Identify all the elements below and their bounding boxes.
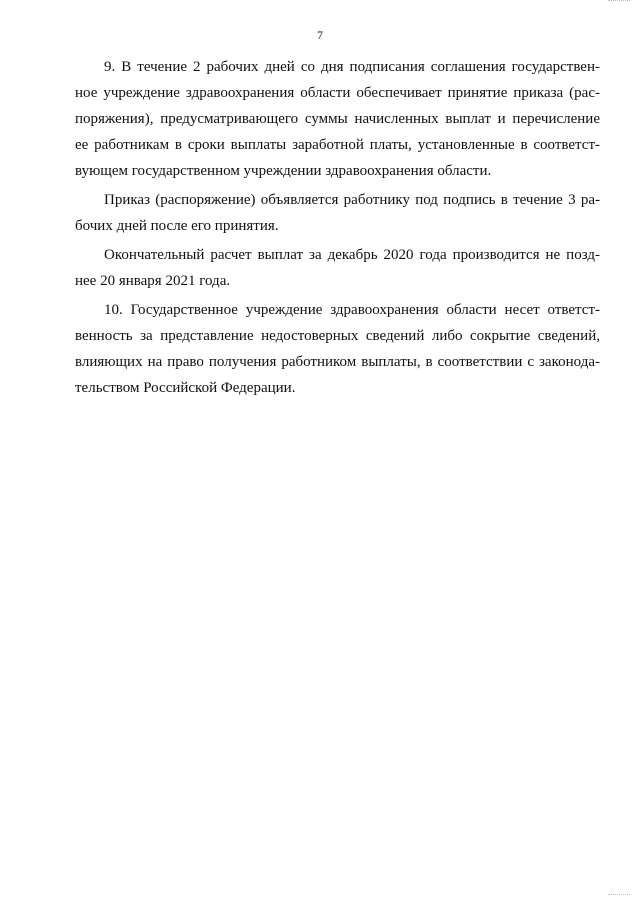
paragraph-order-announcement-line: Приказ (распоряжение) объявляется работнику под подпись в течение 3 ра- bbox=[104, 192, 600, 208]
paragraph-order-announcement-line: бочих дней после его принятия. bbox=[75, 218, 279, 234]
page-number: 7 bbox=[317, 28, 323, 42]
paragraph-9-line: ее работникам в сроки выплаты заработной платы, установленные в соответст- bbox=[75, 137, 600, 153]
scan-mark-bottom bbox=[608, 894, 630, 899]
paragraph-9-line: поряжения), предусматривающего суммы начисленных выплат и перечисление bbox=[75, 111, 600, 127]
paragraph-final-settlement-line: Окончательный расчет выплат за декабрь 2020 года производится не позд- bbox=[104, 247, 600, 263]
paragraph-9-line: вующем государственном учреждении здравоохранения области. bbox=[75, 163, 492, 179]
paragraph-10-line: влияющих на право получения работником выплаты, в соответствии с законода- bbox=[75, 354, 600, 370]
paragraph-10-line: тельством Российской Федерации. bbox=[75, 380, 296, 396]
paragraph-10-line: 10. Государственное учреждение здравоохранения области несет ответст- bbox=[104, 302, 600, 318]
paragraph-9-line: 9. В течение 2 рабочих дней со дня подписания соглашения государствен- bbox=[104, 59, 600, 75]
paragraph-9-line: ное учреждение здравоохранения области обеспечивает принятие приказа (рас- bbox=[75, 85, 600, 101]
paragraph-final-settlement-line: нее 20 января 2021 года. bbox=[75, 273, 231, 289]
paragraph-10-line: венность за представление недостоверных сведений либо сокрытие сведений, bbox=[75, 328, 600, 344]
scan-mark-top bbox=[608, 0, 630, 5]
